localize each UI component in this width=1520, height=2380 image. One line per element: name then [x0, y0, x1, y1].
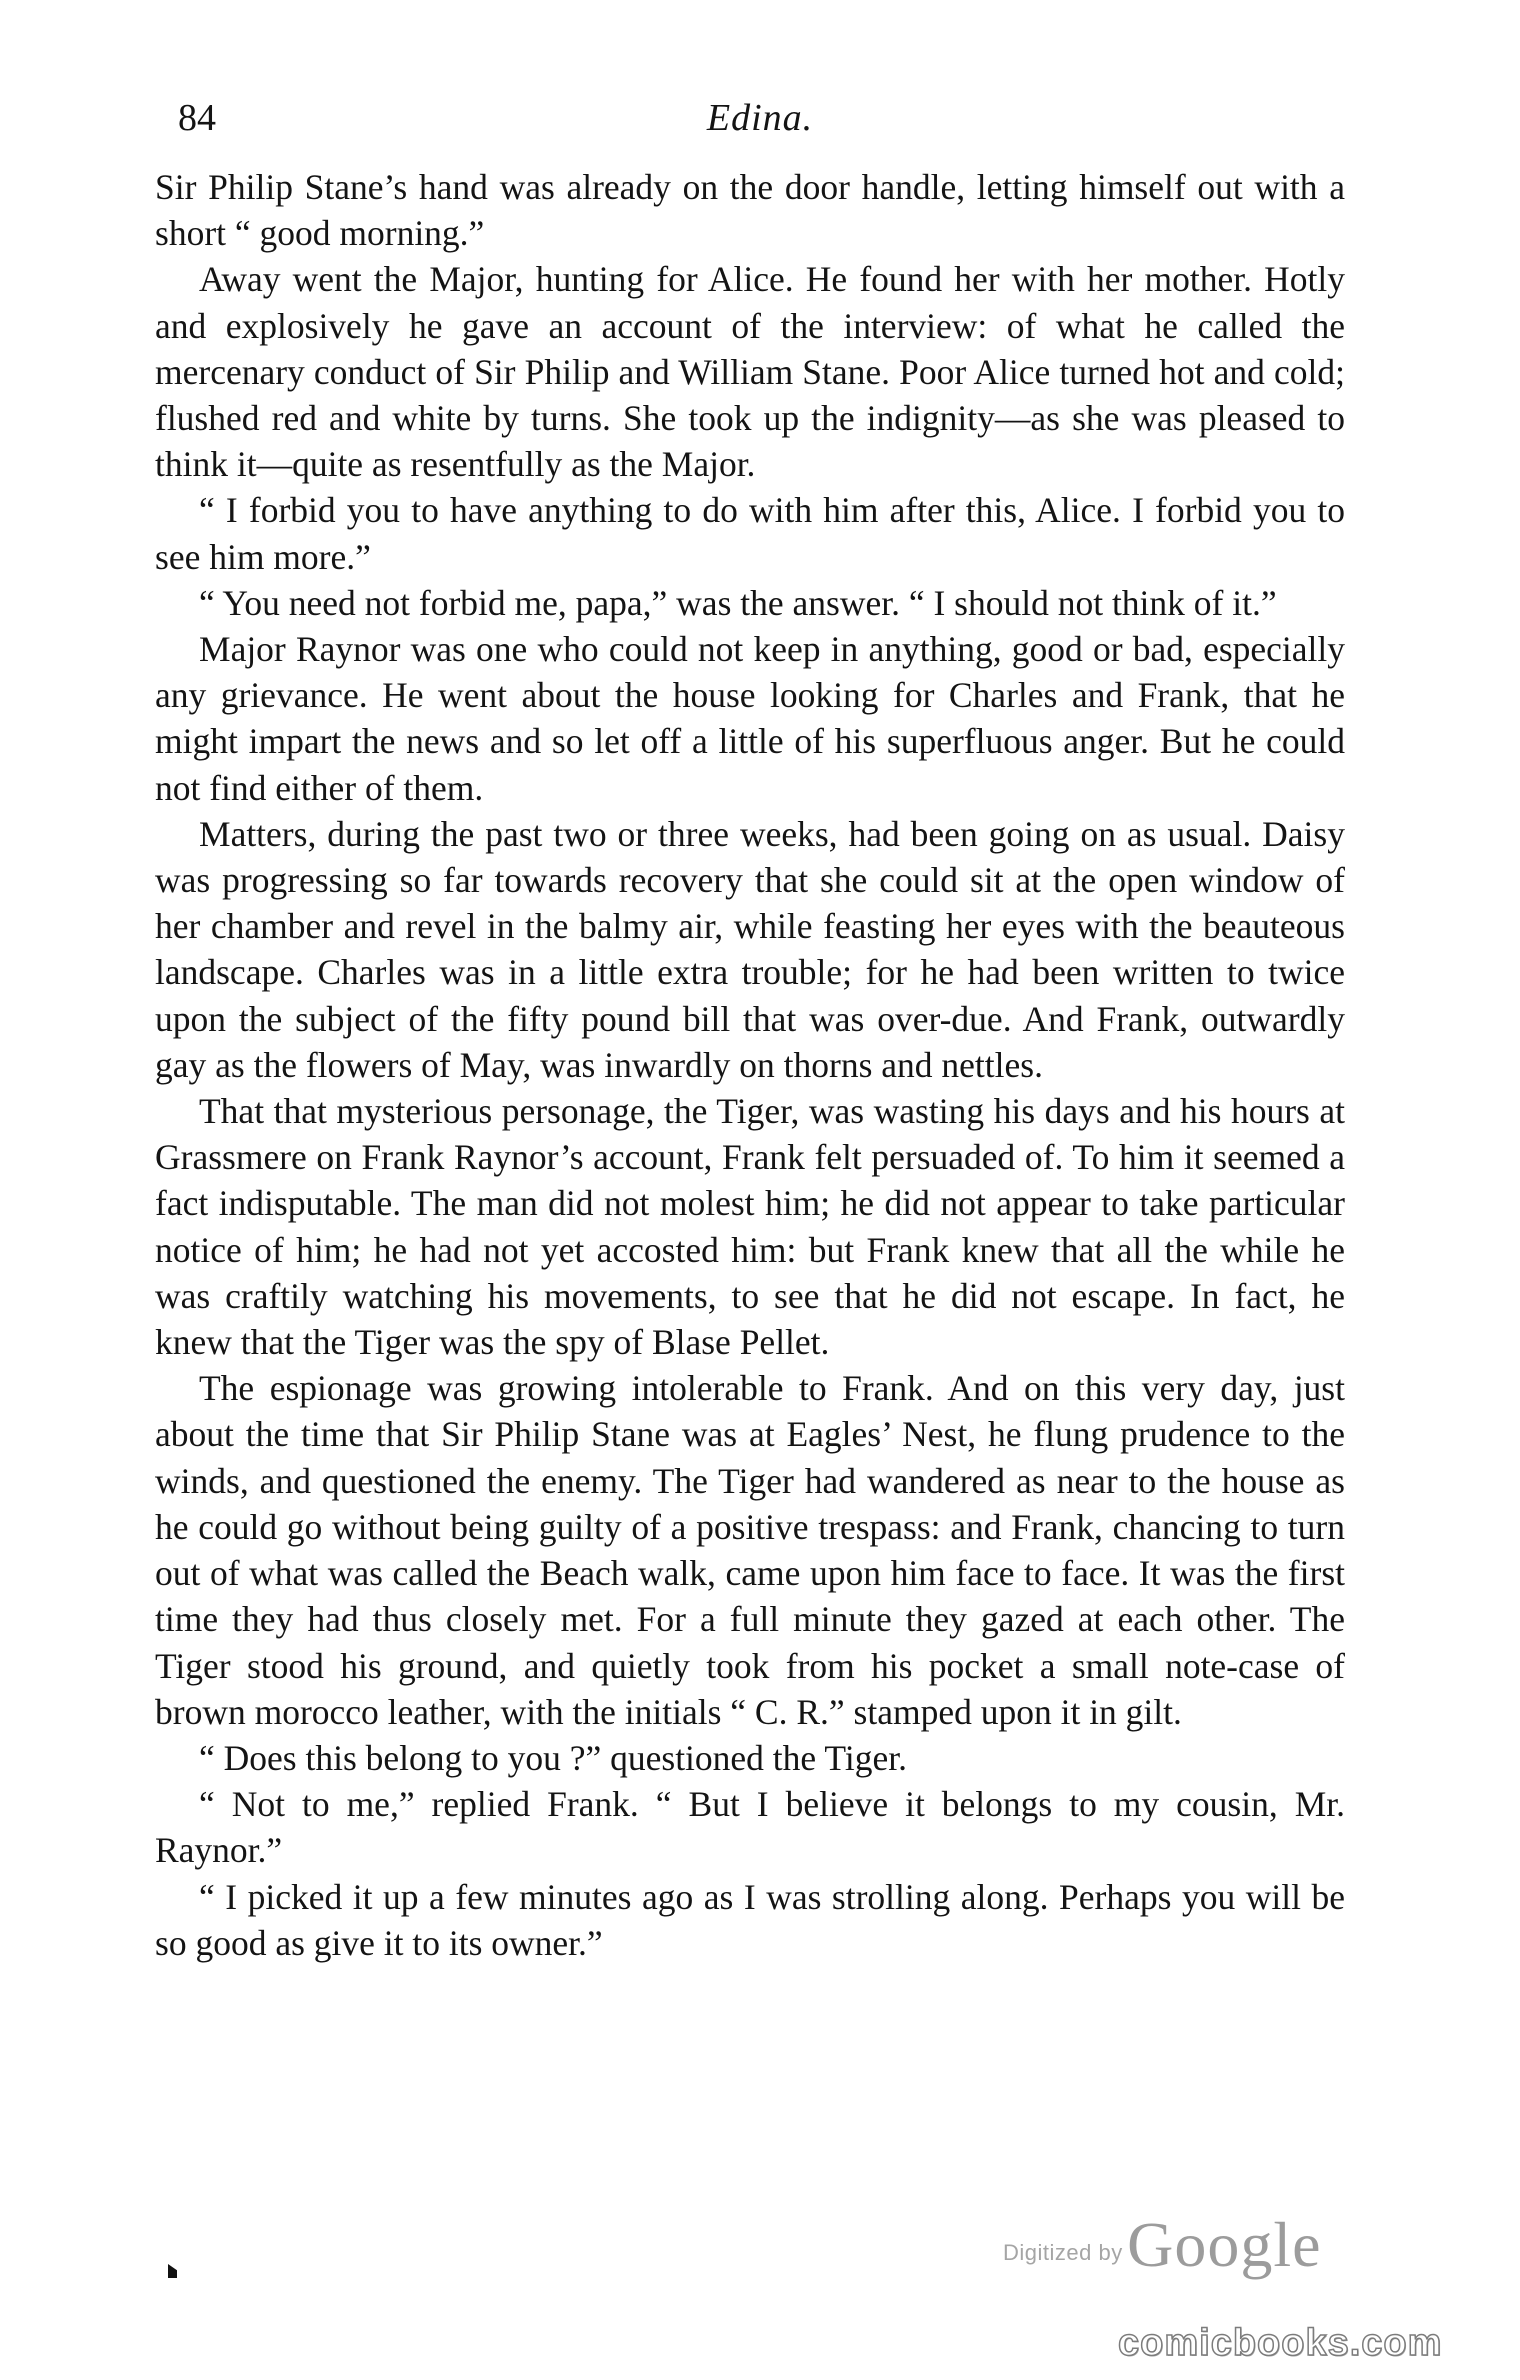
watermark-prefix: Digitized by [1003, 2240, 1123, 2265]
page-header [170, 88, 1350, 148]
paragraph: Sir Philip Stane’s hand was already on the door handle, letting himself out with a short “ good morning.” [155, 167, 1345, 254]
google-logo: Google [1127, 2209, 1322, 2280]
paragraph: The espionage was growing intolerable to Frank. And on this very day, just about the time that Sir Philip Stane was at Eagles’ Nest, he flung prudence to the winds, and questioned the enemy. The Tiger had wandered as near to the house as he could go without being guilty of a positive trespass: and Frank, chancing to turn out of what was called the Beach walk, came upon him face to face. It was the first time they had thus closely met. For a full minute they gazed at each other. The Tiger stood his ground, and quietly took from his pocket a small note-case of brown morocco leather, with the initials “ C. R.” stamped upon it in gilt. [155, 1368, 1345, 1732]
paragraph: Away went the Major, hunting for Alice. He found her with her mother. Hotly and explosively he gave an account of the interview: of what he called the mercenary conduct of Sir Philip and William Stane. Poor Alice turned hot and cold; flushed red and white by turns. She took up the indignity—as she was pleased to think it—quite as resentfully as the Major. [155, 259, 1345, 485]
paragraph: “ I forbid you to have anything to do with him after this, Alice. I forbid you to see him more.” [155, 490, 1345, 577]
page-number: 84 [178, 97, 216, 139]
body-text [155, 164, 1345, 1966]
site-watermark: comicbooks.com [1118, 2322, 1443, 2364]
paragraph: “ You need not forbid me, papa,” was the answer. “ I should not think of it.” [199, 582, 1277, 623]
paragraph: “ I picked it up a few minutes ago as I was strolling along. Perhaps you will be so good as give it to its owner.” [155, 1876, 1345, 1963]
paragraph: “ Does this belong to you ?” questioned the Tiger. [199, 1737, 907, 1778]
paragraph: Matters, during the past two or three weeks, had been going on as usual. Daisy was progressing so far towards recovery that she could sit at the open window of her chamber and revel in the balmy air, while feasting her eyes with the beauteous landscape. Charles was in a little extra trouble; for he had been written to twice upon the subject of the fifty pound bill that was over-due. And Frank, outwardly gay as the flowers of May, was inwardly on thorns and nettles. [155, 813, 1345, 1085]
running-title: Edina. [706, 97, 814, 139]
digitized-by-google-watermark [1003, 2208, 1322, 2282]
paragraph: Major Raynor was one who could not keep in anything, good or bad, especially any grievance. He went about the house looking for Charles and Frank, that he might impart the news and so let off a little of his superfluous anger. But he could not find either of them. [155, 629, 1345, 808]
paragraph: That that mysterious personage, the Tiger, was wasting his days and his hours at Grassmere on Frank Raynor’s account, Frank felt persuaded of. To him it seemed a fact indisputable. The man did not molest him; he did not appear to take particular notice of him; he had not yet accosted him: but Frank knew that all the while he was craftily watching his movements, to see that he did not escape. In fact, he knew that the Tiger was the spy of Blase Pellet. [155, 1091, 1345, 1363]
paragraph: “ Not to me,” replied Frank. “ But I believe it belongs to my cousin, Mr. Raynor.” [155, 1784, 1345, 1871]
margin-mark [168, 2264, 177, 2278]
